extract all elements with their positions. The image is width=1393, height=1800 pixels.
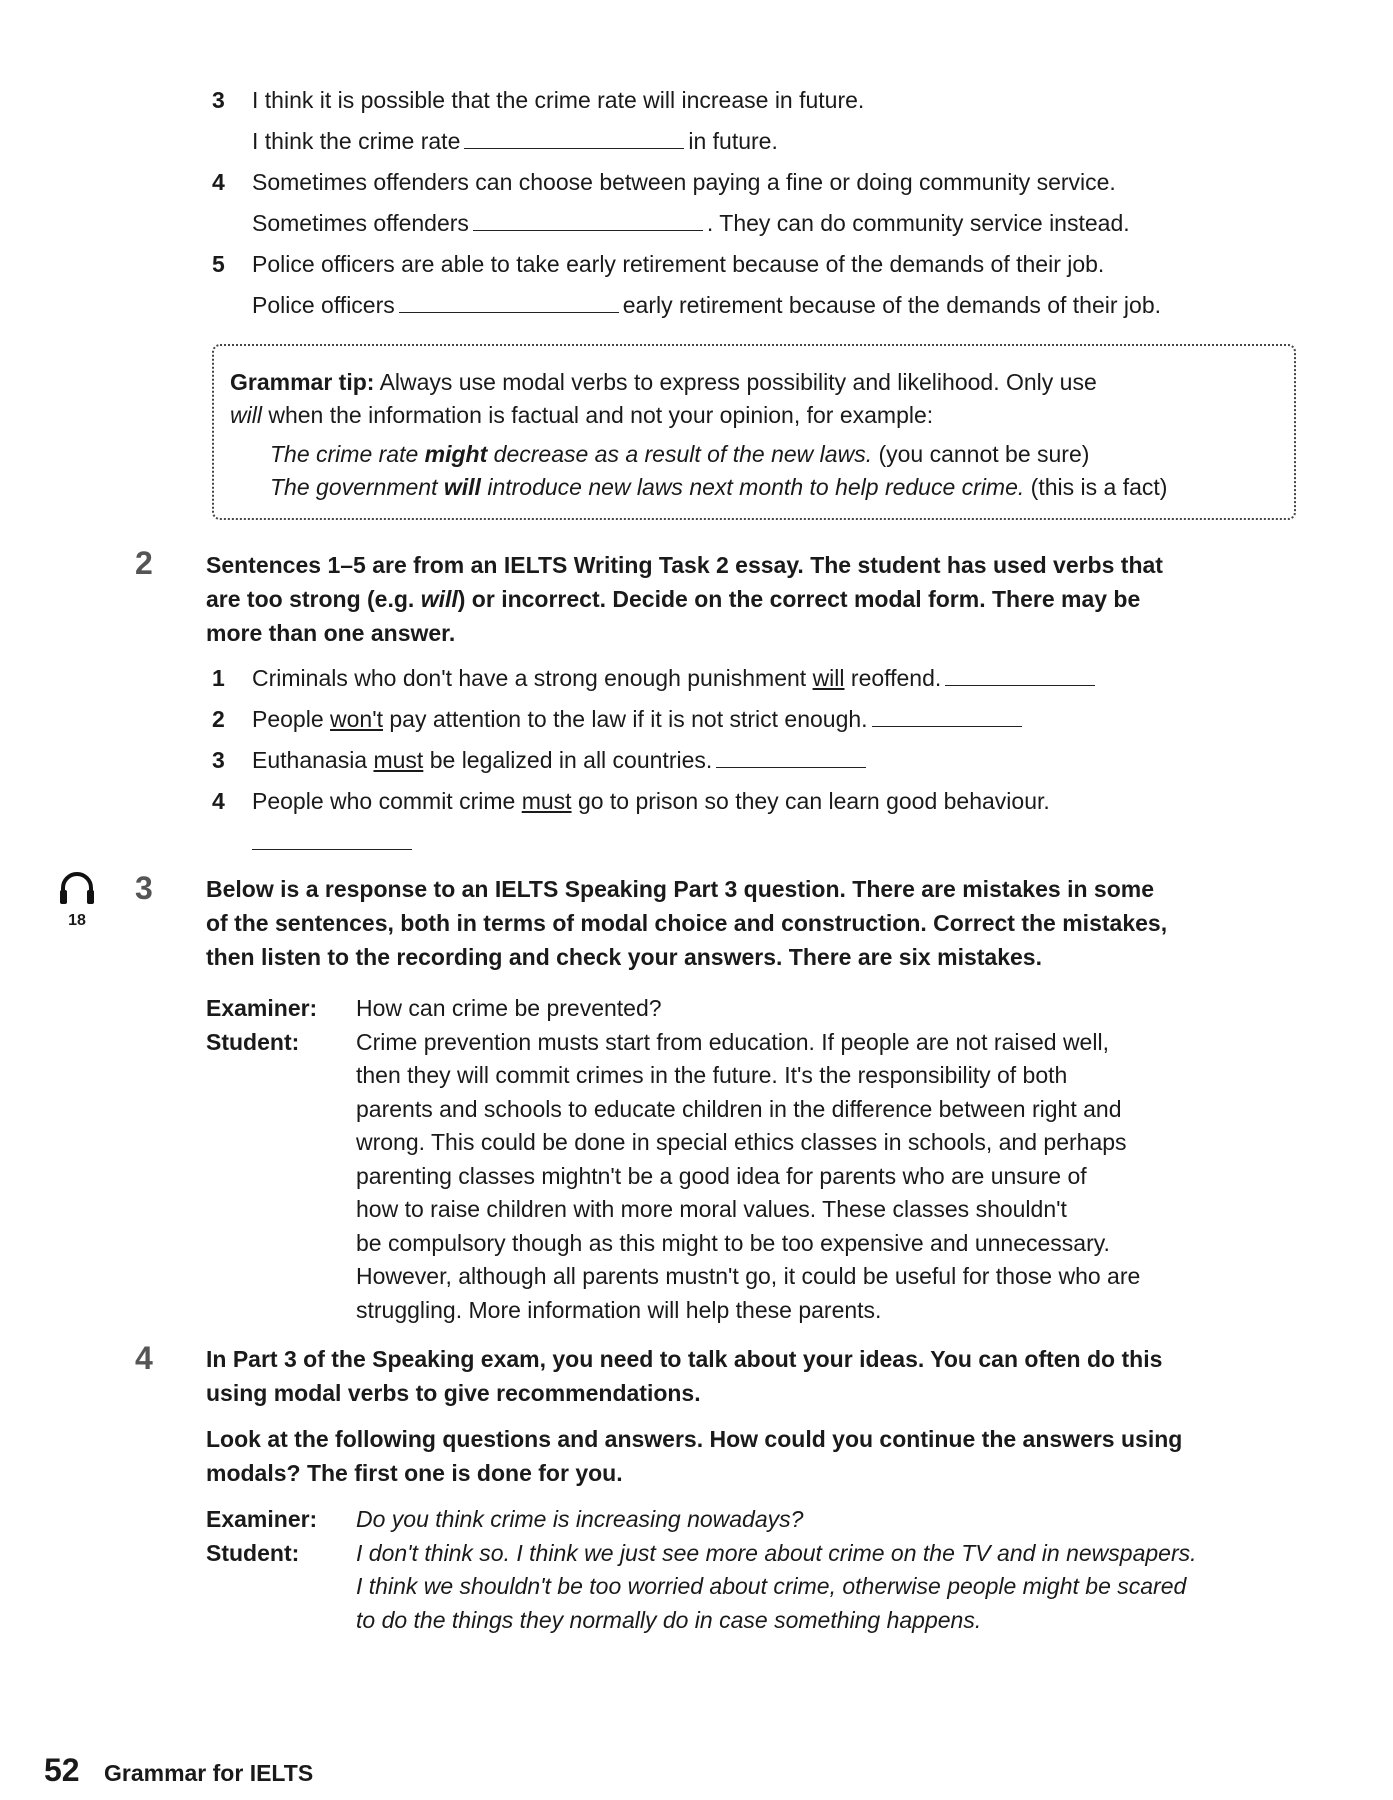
exercise-1-items [212,80,1161,326]
underlined-verb: won't [330,706,383,732]
answer-blank[interactable] [399,292,619,313]
tip-example: The crime rate [270,441,419,467]
examiner-question: How can crime be prevented? [356,995,662,1021]
response-line: wrong. This could be done in special ethics classes in schools, and perhaps [356,1129,1127,1155]
answer-blank[interactable] [716,747,866,768]
exercise-4-instructions [206,1342,1182,1490]
instruction: are too strong (e.g. [206,586,415,612]
audio-track[interactable] [57,868,97,930]
underlined-verb: will [812,665,845,691]
exercise-4-dialogue [206,1503,1197,1637]
response-line: However, although all parents mustn't go, it could be useful for those who are [356,1263,1141,1289]
exercise-number: 3 [135,870,153,906]
exercise-number: 2 [135,545,153,581]
tip-example-modal: might [424,441,488,467]
item-number: 3 [212,87,225,113]
answer-blank[interactable] [473,210,703,231]
item-number: 2 [212,706,225,732]
tip-example-modal: will [443,474,481,500]
speaker-label: Student: [206,1539,300,1566]
instruction: more than one answer. [206,620,456,646]
instruction: modals? The first one is done for you. [206,1460,623,1486]
response-line: parenting classes mightn't be a good idea for parents who are unsure of [356,1162,1087,1189]
item-number: 4 [212,788,225,814]
response-line: I think we shouldn't be too worried about crime, otherwise people might be scared [356,1573,1187,1599]
response-line: I don't think so. I think we just see more about crime on the TV and in newspapers. [356,1539,1197,1566]
book-title: Grammar for IELTS [103,1760,314,1786]
exercise-3-instructions [206,872,1167,974]
page-footer [44,1752,313,1789]
answer-blank[interactable] [252,829,412,850]
rewrite-end: in future. [688,128,778,154]
answer-blank[interactable] [464,128,684,149]
tip-text: when the information is factual and not your opinion, for example: [268,402,934,428]
rewrite-end: early retirement because of the demands of their job. [622,292,1162,318]
original-sentence: I think it is possible that the crime rate will increase in future. [252,87,865,113]
sentence: Criminals who don't have a strong enough punishment [252,665,807,691]
item-number: 5 [212,251,225,277]
tip-will: will [230,402,262,428]
instruction: Below is a response to an IELTS Speaking Part 3 question. There are mistakes in some [206,876,1154,902]
instruction: using modal verbs to give recommendations. [206,1380,701,1406]
sentence: pay attention to the law if it is not strict enough. [389,706,868,732]
rewrite-start: Police officers [252,292,395,318]
underlined-verb: must [373,747,424,773]
instruction: Look at the following questions and answers. How could you continue the answers using [206,1426,1183,1452]
speaker-label: Student: [206,1028,300,1055]
response-line: then they will commit crimes in the future. It's the responsibility of both [356,1062,1068,1088]
tip-example: introduce new laws next month to help reduce crime. [487,474,1025,500]
sentence: reoffend. [850,665,942,691]
speaker-label: Examiner: [206,995,318,1021]
answer-blank[interactable] [945,665,1095,686]
instruction: Sentences 1–5 are from an IELTS Writing Task 2 essay. The student has used verbs that [206,552,1163,578]
exercise-2 [206,548,1163,863]
page-number: 52 [44,1752,80,1788]
student-response [356,1026,1140,1328]
rewrite-start: Sometimes offenders [252,210,469,236]
student-response [356,1537,1197,1638]
tip-example: decrease as a result of the new laws. [493,441,873,467]
original-sentence: Police officers are able to take early retirement because of the demands of their job. [252,251,1105,277]
grammar-tip-box [212,344,1296,520]
speaker-label: Examiner: [206,1506,318,1532]
sentence: Euthanasia [252,747,368,773]
response-line: to do the things they normally do in case something happens. [356,1606,982,1633]
examiner-question: Do you think crime is increasing nowadays? [356,1506,804,1532]
instruction: then listen to the recording and check your answers. There are six mistakes. [206,944,1042,970]
sentence: be legalized in all countries. [429,747,713,773]
response-line: be compulsory though as this might to be too expensive and unnecessary. [356,1229,1110,1256]
instruction-example: will [420,586,458,612]
tip-note: (this is a fact) [1030,474,1168,500]
exercise-3-dialogue [206,992,1140,1327]
tip-text: Always use modal verbs to express possibility and likelihood. Only use [379,369,1097,395]
tip-example: The government [270,474,438,500]
item-number: 1 [212,665,225,691]
instruction: of the sentences, both in terms of modal choice and construction. Correct the mistakes, [206,910,1168,936]
instruction: ) or incorrect. Decide on the correct modal form. There may be [457,586,1141,612]
sentence: People who commit crime [252,788,516,814]
underlined-verb: must [521,788,572,814]
response-line: parents and schools to educate children in the difference between right and [356,1095,1122,1122]
rewrite-end: . They can do community service instead. [706,210,1130,236]
answer-blank[interactable] [872,706,1022,727]
instruction: In Part 3 of the Speaking exam, you need to talk about your ideas. You can often do this [206,1346,1163,1372]
item-number: 4 [212,169,225,195]
sentence: go to prison so they can learn good behaviour. [577,788,1050,814]
response-line: how to raise children with more moral values. These classes shouldn't [356,1196,1067,1222]
tip-label: Grammar tip: [230,369,375,395]
sentence: People [252,706,324,732]
headphones-icon [57,868,97,906]
exercise-number: 4 [135,1340,153,1376]
item-number: 3 [212,747,225,773]
rewrite-start: I think the crime rate [252,128,461,154]
track-number: 18 [68,912,86,929]
original-sentence: Sometimes offenders can choose between paying a fine or doing community service. [252,169,1116,195]
tip-note: (you cannot be sure) [878,441,1090,467]
response-line: struggling. More information will help these parents. [356,1296,882,1323]
response-line: Crime prevention musts start from education. If people are not raised well, [356,1028,1109,1055]
